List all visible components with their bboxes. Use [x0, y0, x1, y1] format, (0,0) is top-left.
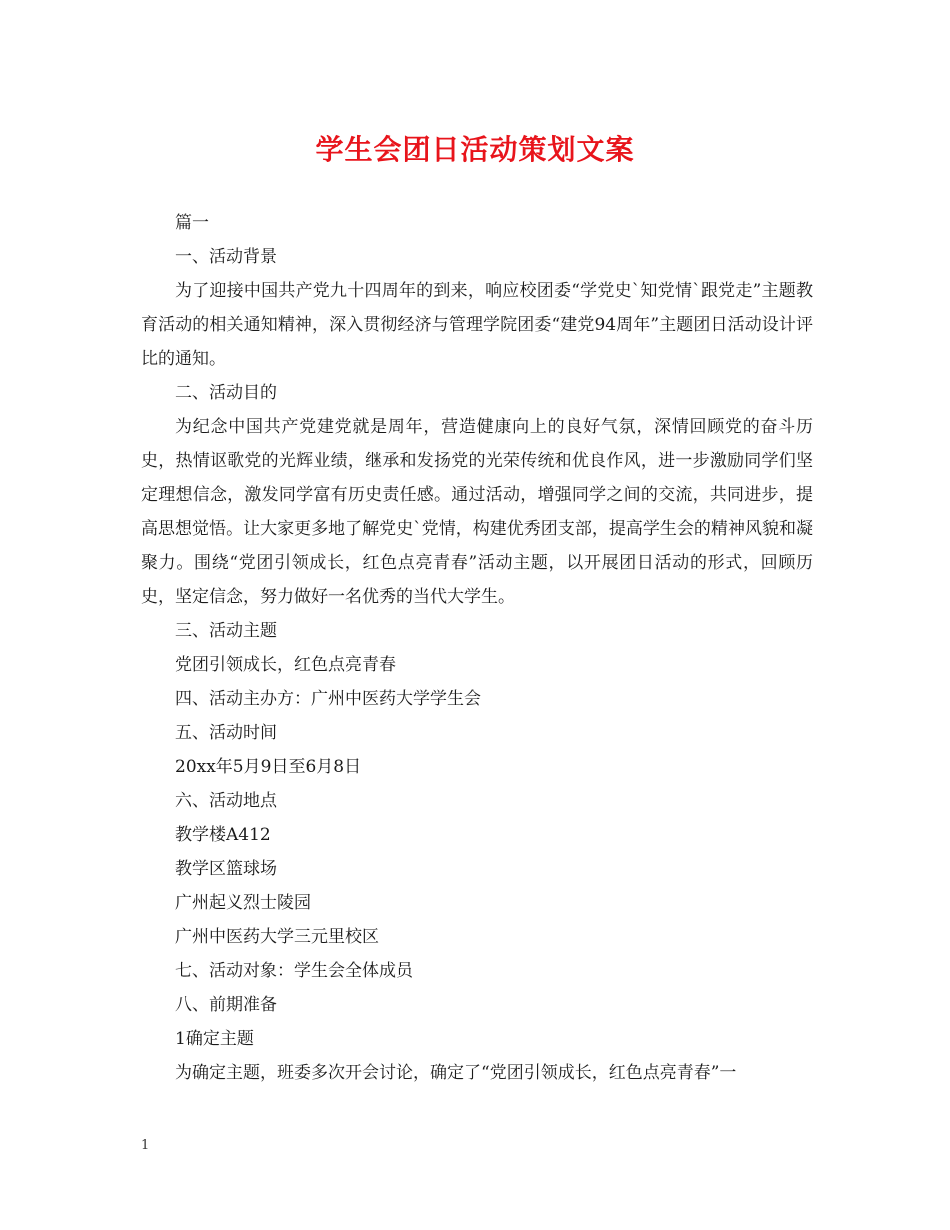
list-item: 教学区篮球场 — [175, 859, 277, 879]
paragraph: 党团引领成长，红色点亮青春 — [175, 655, 396, 675]
section-heading: 七、活动对象：学生会全体成员 — [175, 961, 413, 981]
document-body — [141, 206, 813, 1090]
section-heading: 二、活动目的 — [175, 383, 277, 403]
section-heading: 六、活动地点 — [175, 791, 277, 811]
paragraph: 为确定主题，班委多次开会讨论，确定了“党团引领成长，红色点亮青春”一 — [175, 1063, 737, 1083]
section-heading: 四、活动主办方：广州中医药大学学生会 — [175, 689, 481, 709]
paragraph: 20xx年5月9日至6月8日 — [175, 757, 362, 777]
document-title: 学生会团日活动策划文案 — [315, 133, 635, 166]
paragraph: 为纪念中国共产党建党就是周年，营造健康向上的良好气氛，深情回顾党的奋斗历史，热情讴歌党的光辉业绩，继承和发扬党的光荣传统和优良作风，进一步激励同学们坚定理想信念，激发同学富有历史责任感。通过活动，增强同学之间的交流，共同进步，提高思想觉悟。让大家更多地了解党史`党情，构建优秀团支部，提高学生会的精神风貌和凝聚力。围绕“党团引领成长，红色点亮青春”活动主题，以开展团日活动的形式，回顾历史，坚定信念，努力做好一名优秀的当代大学生。 — [141, 417, 813, 607]
list-item: 教学楼A412 — [175, 825, 271, 845]
section-heading: 一、活动背景 — [175, 247, 277, 267]
sub-heading: 1确定主题 — [175, 1029, 254, 1049]
section-heading: 八、前期准备 — [175, 995, 277, 1015]
page-number: 1 — [141, 1138, 150, 1153]
section-heading: 三、活动主题 — [175, 621, 277, 641]
list-item: 广州中医药大学三元里校区 — [175, 927, 379, 947]
paragraph: 篇一 — [175, 213, 209, 233]
list-item: 广州起义烈士陵园 — [175, 893, 311, 913]
paragraph: 为了迎接中国共产党九十四周年的到来，响应校团委“学党史`知党情`跟党走”主题教育活动的相关通知精神，深入贯彻经济与管理学院团委“建党94周年”主题团日活动设计评比的通知。 — [141, 281, 813, 369]
section-heading: 五、活动时间 — [175, 723, 277, 743]
